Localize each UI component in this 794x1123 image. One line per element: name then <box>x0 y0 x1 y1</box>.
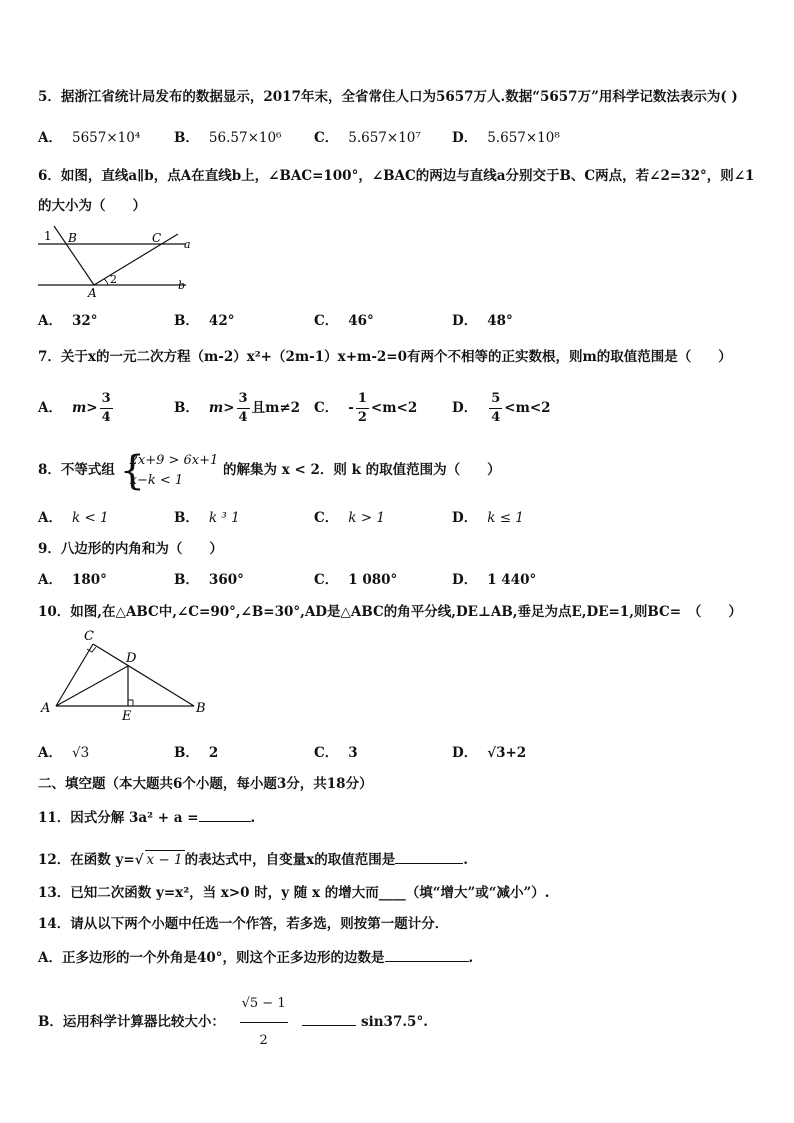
q5-option-c: C． 5.657×10⁷ <box>314 130 421 146</box>
fraction: $\frac{√5 - 1}{2}$ <box>240 986 288 1059</box>
q5-stem: 5．据浙江省统计局发布的数据显示，2017年末，全省常住人口为5657万人.数据“5657万”用科学记数法表示为( ) <box>38 89 738 105</box>
q5-option-b: B． 56.57×10⁶ <box>174 130 282 146</box>
q7-option-c: C． - $\frac{1}{2}$ <m<2 <box>314 391 418 425</box>
q7-option-d: D． $\frac{5}{4}$ <m<2 <box>452 391 551 425</box>
q10-option-c: C． 3 <box>314 745 358 761</box>
q8-option-c: C． k > 1 <box>314 510 385 526</box>
label-C: C <box>84 629 94 644</box>
q5-option-d: D． 5.657×10⁸ <box>452 130 560 146</box>
label-A: A <box>88 286 97 298</box>
q8-stem: 8．不等式组 { 2x+9 > 6x+1 x−k < 1 的解集为 x < 2．则 k 的取值范围为（ ） <box>38 447 501 494</box>
q6-stem-line2: 的大小为（ ） <box>38 198 146 214</box>
q10-option-b: B． 2 <box>174 745 219 761</box>
q12-stem: 12．在函数 y=√ x − 1 的表达式中，自变量x的取值范围是 . <box>38 849 468 869</box>
label-D: D <box>126 651 137 666</box>
answer-blank[interactable] <box>395 849 463 864</box>
q8-option-b: B． k ³ 1 <box>174 510 240 526</box>
segment-ad <box>56 666 128 706</box>
segment-ac <box>94 234 178 285</box>
label-A: A <box>41 701 51 716</box>
q9-option-c: C． 1 080° <box>314 572 398 588</box>
inequality-1: 2x+9 > 6x+1 <box>129 452 219 468</box>
answer-blank[interactable] <box>385 947 469 962</box>
q7-stem: 7．关于x的一元二次方程（m-2）x²+（2m-1）x+m-2=0有两个不相等的正实数根，则m的取值范围是（ ） <box>38 349 732 365</box>
q6-figure <box>36 224 196 298</box>
label-B: B <box>68 231 77 245</box>
q9-option-d: D． 1 440° <box>452 572 537 588</box>
q14-stem: 14．请从以下两个小题中任选一个作答，若多选，则按第一题计分． <box>38 916 449 932</box>
sqrt-icon: √ <box>134 852 144 868</box>
label-B: B <box>196 701 206 716</box>
q10-stem: 10．如图,在△ABC中,∠C=90°,∠B=30°,AD是△ABC的角平分线,DE⊥AB,垂足为点E,DE=1,则BC= （ ） <box>38 604 742 620</box>
segment-ac <box>56 644 93 706</box>
fraction: $\frac{5}{4}$ <box>491 391 501 425</box>
right-angle-e <box>128 700 133 706</box>
label-C: C <box>152 231 162 245</box>
angle-2-arc <box>104 279 108 285</box>
q7-option-b: B． m> $\frac{3}{4}$ 且m≠2 <box>174 391 301 425</box>
label-2: 2 <box>110 273 117 286</box>
answer-blank[interactable] <box>302 1011 356 1026</box>
fraction: $\frac{1}{2}$ <box>357 391 367 425</box>
segment-cb <box>93 644 194 706</box>
brace-icon: { <box>119 447 146 494</box>
q6-stem-line1: 6．如图，直线a∥b，点A在直线b上，∠BAC=100°，∠BAC的两边与直线a分别交于B、C两点，若∠2=32°，则∠1 <box>38 168 755 184</box>
answer-blank[interactable] <box>199 807 251 822</box>
q7-option-a: A． m> $\frac{3}{4}$ <box>38 391 111 425</box>
label-1: 1 <box>44 229 52 243</box>
q14-part-b: B．运用科学计算器比较大小： $\frac{√5 - 1}{2}$ sin37.5°. <box>38 986 428 1026</box>
q6-option-d: D． 48° <box>452 313 513 329</box>
q6-option-c: C． 46° <box>314 313 374 329</box>
q5-paren: ( ) <box>720 89 738 105</box>
q13-stem: 13．已知二次函数 y=x²，当 x>0 时，y 随 x 的增大而____（填“增大”或“减小”）. <box>38 885 550 901</box>
label-E: E <box>122 709 132 724</box>
fraction: $\frac{3}{4}$ <box>101 391 111 425</box>
label-b: b <box>178 279 186 292</box>
q5-option-a: A． 5657×10⁴ <box>38 130 141 146</box>
fraction: $\frac{3}{4}$ <box>238 391 248 425</box>
q8-option-a: A． k < 1 <box>38 510 109 526</box>
section-heading: 二、填空题（本大题共6个小题，每小题3分，共18分） <box>38 776 373 792</box>
q14-part-a: A．正多边形的一个外角是40°，则这个正多边形的边数是 . <box>38 947 473 967</box>
label-a: a <box>184 238 191 251</box>
inequality-system <box>119 447 219 494</box>
q6-option-b: B． 42° <box>174 313 235 329</box>
q10-figure <box>36 628 216 724</box>
q10-option-a: A． √3 <box>38 745 90 761</box>
q8-option-d: D． k ≤ 1 <box>452 510 524 526</box>
q11-stem: 11．因式分解 3a² + a = . <box>38 807 255 827</box>
q9-stem: 9．八边形的内角和为（ ） <box>38 541 223 557</box>
q6-option-a: A． 32° <box>38 313 98 329</box>
q9-option-b: B． 360° <box>174 572 244 588</box>
q9-option-a: A． 180° <box>38 572 107 588</box>
q10-option-d: D． √3+2 <box>452 745 527 761</box>
inequality-2: x−k < 1 <box>129 472 184 488</box>
